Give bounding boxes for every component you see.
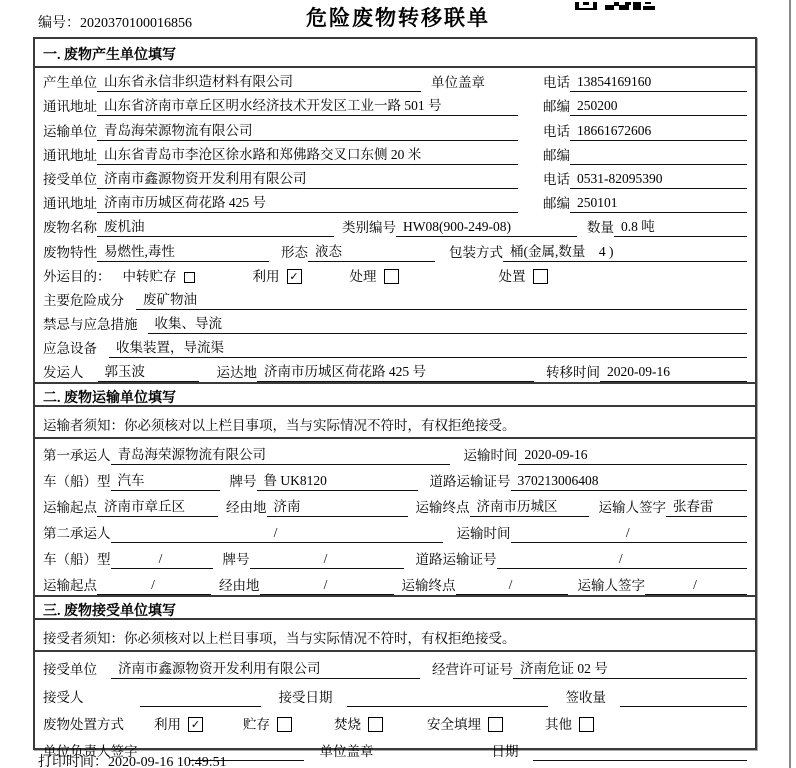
section2-heading: 二. 废物运输单位填写 [35,382,755,407]
road-permit1-value: 370213006408 [511,473,748,491]
section1-body [35,68,755,382]
vehicle1-value: 汽车 [111,469,220,491]
accept-unit-label: 接受单位 [43,662,97,678]
route2-row [35,569,755,595]
equipment-value: 收集装置，导流渠 [109,336,747,358]
receiver-notice: 接受者须知：你必须核对以上栏目事项，当与实际情况不符时，有权拒绝接受。 [35,620,755,652]
quantity-label: 数量 [587,220,614,236]
carrier2-label: 第二承运人 [43,526,111,541]
destination-label: 运达地 [216,365,257,381]
permit-value: 济南危证 02 号 [513,657,747,679]
quantity-value: 0.8 吨 [614,215,747,237]
disposal-option-label: 其他 [545,716,572,732]
road-permit2-value: / [497,551,748,569]
acceptor-value [140,705,261,707]
serial-number: 2020370100016856 [80,16,192,31]
hazard-label: 主要危险成分 [43,292,124,308]
transporter-address-row [35,141,755,165]
trait-label: 废物特性 [43,244,97,260]
address-label: 通讯地址 [43,99,97,115]
route1-row [35,491,755,517]
via2-value: / [260,577,394,595]
transporter-label: 运输单位 [43,123,97,139]
accept-unit-row [35,652,755,679]
section3-heading: 三. 废物接受单位填写 [35,595,755,620]
transporter-zip-value [570,163,747,165]
hazard-value: 废矿物油 [136,288,747,310]
disposal-checkbox-landfill [488,717,503,732]
producer-phone-value: 13854169160 [570,74,747,92]
disposal-checkbox-store [277,717,292,732]
address-label: 通讯地址 [43,196,97,212]
accept-date-label: 接受日期 [278,689,333,705]
origin-label: 运输起点 [43,500,97,516]
hazard-row [35,286,755,310]
shipper-row [35,358,755,382]
terminal-label: 运输终点 [401,577,456,593]
plate2-value: / [250,551,404,569]
taboo-label: 禁忌与应急措施 [43,317,138,333]
producer-address-row [35,92,755,116]
manifest-table [33,37,757,760]
receiver-address-value: 济南市历城区荷花路 425 号 [97,191,518,213]
qr-code-partial-icon [575,0,655,10]
shipper-label: 发运人 [43,365,84,381]
acceptor-label: 接受人 [43,689,84,705]
signer-label: 运输人签字 [598,500,666,516]
producer-zip-value: 250200 [570,98,747,116]
plate-label: 牌号 [229,474,257,490]
taboo-value: 收集、导流 [148,312,748,334]
disposal-checkbox-utilize [188,717,203,732]
waste-name-label: 废物名称 [43,220,97,236]
trait-value: 易燃性,毒性 [97,240,269,262]
receiver-value: 济南市鑫源物资开发利用有限公司 [97,167,518,189]
sign-qty-label: 签收量 [565,689,606,705]
receiver-address-row [35,189,755,213]
date-label: 日期 [491,744,519,760]
via-label: 经由地 [226,500,267,516]
category-value: HW08(900-249-08) [396,219,577,237]
purpose-checkbox-utilize [287,269,302,284]
receiver-zip-value: 250101 [570,195,747,213]
address-label: 通讯地址 [43,147,97,163]
transporter-address-value: 山东省青岛市李沧区徐水路和郑佛路交叉口东侧 20 米 [97,143,518,165]
waste-name-row [35,213,755,237]
sign-qty-value [620,705,747,707]
page-title: 危险废物转移联单 [306,6,490,30]
producer-label: 产生单位 [43,75,97,91]
packing-value: 桶(金属,数量 4 ) [503,240,747,262]
page-right-border [789,0,791,768]
phone-label: 电话 [543,123,570,139]
accept-unit-value: 济南市鑫源物资开发利用有限公司 [111,657,420,679]
via1-value: 济南 [267,495,408,517]
vehicle2-value: / [111,551,213,569]
transporter-row [35,116,755,140]
accept-date-value [347,705,548,707]
terminal1-value: 济南市历城区 [470,495,589,517]
disposal-option-label: 安全填埋 [427,716,481,732]
phone-label: 电话 [543,171,570,187]
checkbox-mark: ✓ [289,269,299,283]
zip-label: 邮编 [543,196,570,212]
disposal-checkbox-other [579,717,594,732]
form-value: 液态 [308,240,435,262]
seal-label: 单位盖章 [431,75,485,91]
transport-time-label: 运输时间 [463,448,518,464]
taboo-row [35,310,755,334]
purpose-option-label: 处置 [498,268,526,284]
via-label: 经由地 [219,577,260,593]
producer-address-value: 山东省济南市章丘区明水经济技术开发区工业一路 501 号 [97,94,518,116]
carrier2-row [35,517,755,543]
disposal-row [35,707,755,734]
zip-label: 邮编 [543,147,570,163]
disposal-option-label: 焚烧 [334,716,361,732]
producer-value: 山东省永信非织造材料有限公司 [97,70,421,92]
origin-label: 运输起点 [43,577,97,593]
transfer-time-value: 2020-09-16 [600,364,747,382]
phone-label: 电话 [543,75,570,91]
signer1-value: 张春雷 [666,495,747,517]
signer2-value: / [645,577,747,595]
signer-label: 运输人签字 [577,577,645,593]
receiver-label: 接受单位 [43,171,97,187]
disposal-checkbox-incinerate [368,717,383,732]
transport-time-label: 运输时间 [456,526,511,541]
carrier2-value: / [111,525,443,543]
form-label: 形态 [281,244,308,260]
unit-seal-label: 单位盖章 [319,744,374,760]
purpose-checkbox-dispose [533,269,548,284]
carrier1-label: 第一承运人 [43,448,111,464]
origin1-value: 济南市章丘区 [97,495,218,517]
vehicle-label: 车（船）型 [43,474,111,490]
section3-body [35,652,755,762]
vehicle-label: 车（船）型 [43,551,111,567]
purpose-checkbox-treat [384,269,399,284]
plate-label: 牌号 [222,551,250,567]
transporter-phone-value: 18661672606 [570,123,747,141]
purpose-option-label: 中转贮存 [122,268,177,284]
purpose-option-label: 处理 [349,268,377,284]
serial-label: 编号： [38,16,80,31]
manager-sign-label: 单位负责人签字 [43,744,138,760]
print-time-value: 2020-09-16 10:49:51 [108,755,227,768]
purpose-row [35,262,755,286]
section1-heading: 一. 废物产生单位填写 [35,39,755,68]
transport-time1-value: 2020-09-16 [518,447,748,465]
equipment-label: 应急设备 [43,341,97,357]
category-label: 类别编号 [342,220,396,236]
transporter-notice: 运输者须知：你必须核对以上栏目事项，当与实际情况不符时，有权拒绝接受。 [35,407,755,439]
plate1-value: 鲁 UK8120 [257,469,418,491]
disposal-option-label: 利用 [154,716,181,732]
destination-value: 济南市历城区荷花路 425 号 [257,360,534,382]
receiver-phone-value: 0531-82095390 [570,171,747,189]
road-permit-label: 道路运输证号 [429,474,511,490]
transfer-time-label: 转移时间 [546,365,600,381]
purpose-option-label: 利用 [252,268,280,284]
carrier1-value: 青岛海荣源物流有限公司 [111,443,450,465]
checkbox-mark: ✓ [190,717,201,731]
purpose-checkbox-transfer-storage [184,272,195,283]
carrier1-row [35,439,755,465]
waste-name-value: 废机油 [97,215,334,237]
disposal-label: 废物处置方式 [43,716,124,732]
zip-label: 邮编 [543,99,570,115]
packing-label: 包装方式 [449,244,503,260]
producer-row [35,68,755,92]
vehicle1-row [35,465,755,491]
print-time-label: 打印时间： [38,755,108,768]
receiver-row [35,165,755,189]
terminal2-value: / [456,577,568,595]
print-time-line [38,751,227,768]
section2-body [35,439,755,594]
terminal-label: 运输终点 [415,500,470,516]
disposal-option-label: 贮存 [243,716,270,732]
waste-trait-row [35,237,755,261]
acceptor-row [35,679,755,706]
permit-label: 经营许可证号 [432,662,513,678]
shipper-value: 郭玉波 [98,360,199,382]
transporter-value: 青岛海荣源物流有限公司 [97,119,518,141]
transport-time2-value: / [511,525,748,543]
origin2-value: / [97,577,211,595]
date-value [533,759,748,761]
vehicle2-row [35,543,755,569]
purpose-label: 外运目的： [43,268,111,284]
road-permit-label: 道路运输证号 [415,551,497,567]
equipment-row [35,334,755,358]
